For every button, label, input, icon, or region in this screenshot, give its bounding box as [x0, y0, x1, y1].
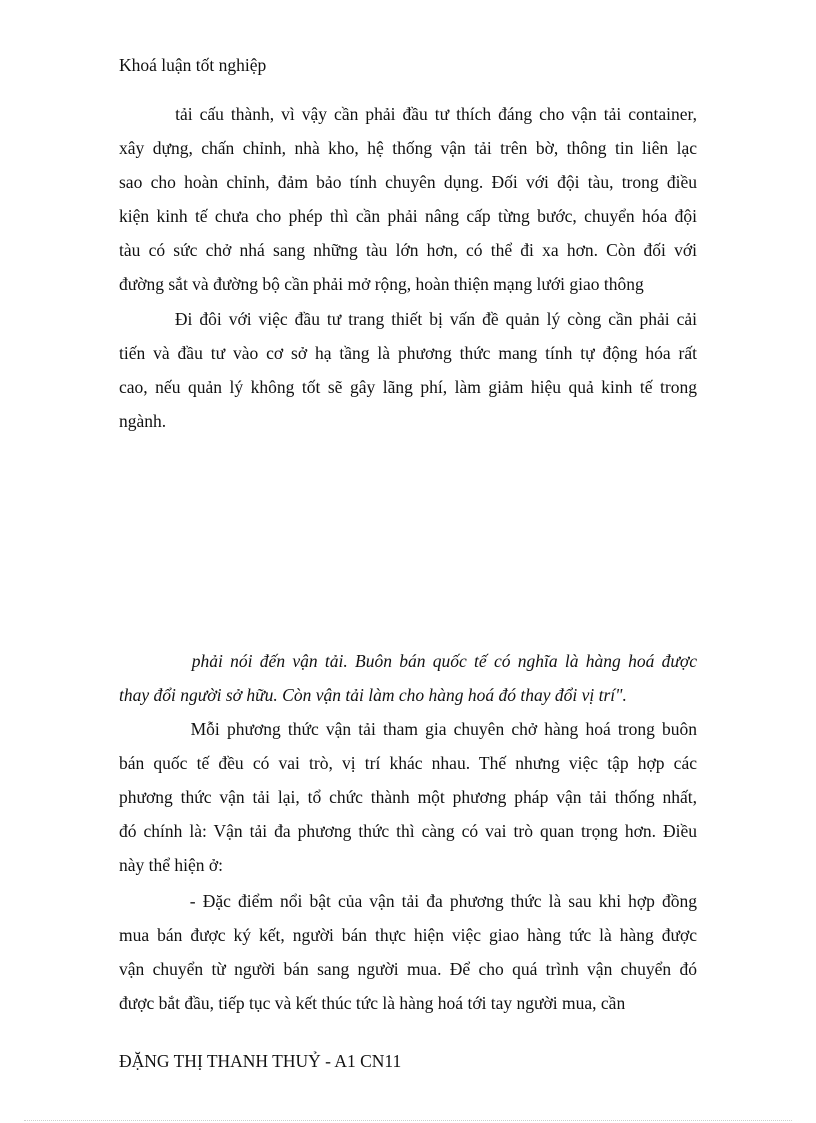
text-line: kiện kinh tế chưa cho phép thì cần phải nâng cấp từng bước, chuyển hóa đội — [119, 206, 697, 226]
paragraph-transport-modes — [119, 712, 697, 882]
text-line: phải nói đến vận tải. Buôn bán quốc tế có nghĩa là hàng hoá được — [119, 651, 697, 671]
text-line: bán quốc tế đều có vai trò, vị trí khác nhau. Thế nhưng việc tập hợp các — [119, 753, 697, 773]
text-line: sao cho hoàn chỉnh, đảm bảo tính chuyên dụng. Đối với đội tàu, trong điều — [119, 172, 697, 192]
text-line: vận chuyển từ người bán sang người mua. Để cho quá trình vận chuyển đó — [119, 959, 697, 979]
text-line: cao, nếu quản lý không tốt sẽ gây lãng phí, làm giảm hiệu quả kinh tế trong — [119, 377, 697, 397]
text-line: - Đặc điểm nổi bật của vận tải đa phương thức là sau khi hợp đồng — [119, 891, 697, 911]
quote-paragraph — [119, 644, 697, 712]
text-line: tiến và đầu tư vào cơ sở hạ tầng là phương thức mang tính tự động hóa rất — [119, 343, 697, 363]
running-footer: ĐẶNG THỊ THANH THUỶ - A1 CN11 — [119, 1051, 402, 1071]
text-line: thay đổi người sở hữu. Còn vận tải làm cho hàng hoá đó thay đổi vị trí". — [119, 685, 627, 705]
text-line: Mỗi phương thức vận tải tham gia chuyên chở hàng hoá trong buôn — [119, 719, 697, 739]
text-line: xây dựng, chấn chỉnh, nhà kho, hệ thống vận tải trên bờ, thông tin liên lạc — [119, 138, 697, 158]
text-line: Đi đôi với việc đầu tư trang thiết bị vấn đề quản lý còng cần phải cải — [119, 309, 697, 329]
paragraph-management — [119, 302, 697, 438]
text-line: tàu có sức chở nhá sang những tàu lớn hơn, có thể đi xa hơn. Còn đối với — [119, 240, 697, 260]
paragraph-investment — [119, 97, 697, 301]
text-line: mua bán được ký kết, người bán thực hiện việc giao hàng tức là hàng được — [119, 925, 697, 945]
text-line: ngành. — [119, 411, 167, 431]
text-line: đường sắt và đường bộ cần phải mở rộng, hoàn thiện mạng lưới giao thông — [119, 274, 644, 294]
text-line: tải cấu thành, vì vậy cần phải đầu tư thích đáng cho vận tải container, — [119, 104, 697, 124]
text-line: này thể hiện ở: — [119, 855, 224, 875]
running-header: Khoá luận tốt nghiệp — [119, 55, 267, 75]
text-line: được bắt đầu, tiếp tục và kết thúc tức là hàng hoá tới tay người mua, cần — [119, 993, 626, 1013]
text-line: đó chính là: Vận tải đa phương thức thì càng có vai trò quan trọng hơn. Điều — [119, 821, 697, 841]
paragraph-multimodal-feature — [119, 884, 697, 1020]
page-bottom-divider — [24, 1120, 792, 1121]
text-line: phương thức vận tải lại, tổ chức thành một phương pháp vận tải thống nhất, — [119, 787, 697, 807]
